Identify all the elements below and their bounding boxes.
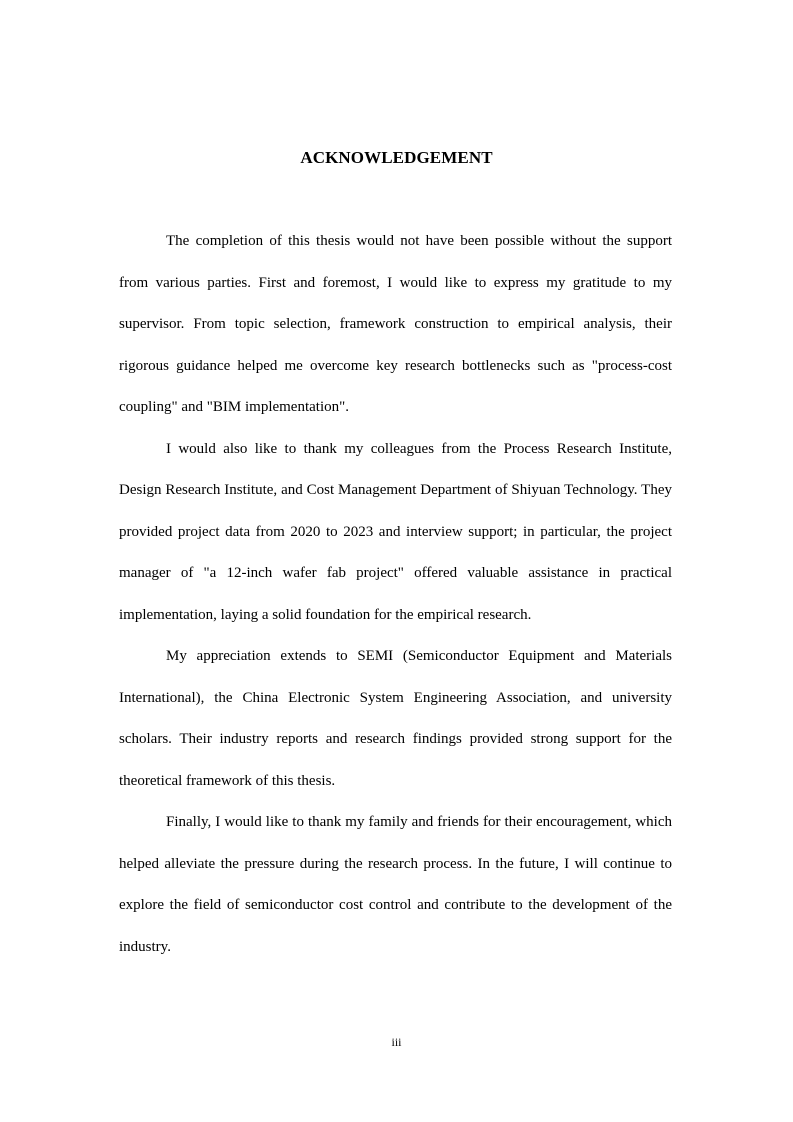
acknowledgement-body [119, 221, 672, 968]
paragraph-supervisor: The completion of this thesis would not have been possible without the support from various parties. First and foremost, I would like to express my gratitude to my supervisor. From topic selection, framework construction to empirical analysis, their rigorous guidance helped me overcome key research bottlenecks such as "process-cost coupling" and "BIM implementation". [119, 233, 672, 415]
paragraph-colleagues: I would also like to thank my colleagues from the Process Research Institute, Design Research Institute, and Cost Management Department of Shiyuan Technology. They provided project data from 2020 to 2023 and interview support; in particular, the project manager of "a 12-inch wafer fab project" offered valuable assistance in practical implementation, laying a solid foundation for the empirical research. [119, 440, 672, 623]
paragraph-family: Finally, I would like to thank my family and friends for their encouragement, which helped alleviate the pressure during the research process. In the future, I will continue to explore the field of semiconductor cost control and contribute to the development of the industry. [119, 814, 672, 955]
paragraph-organizations: My appreciation extends to SEMI (Semiconductor Equipment and Materials International), the China Electronic System Engineering Association, and university scholars. Their industry reports and research findings provided strong support for the theoretical framework of this thesis. [119, 648, 672, 789]
page-number: iii [391, 1035, 402, 1049]
page-title: ACKNOWLEDGEMENT [300, 148, 493, 167]
